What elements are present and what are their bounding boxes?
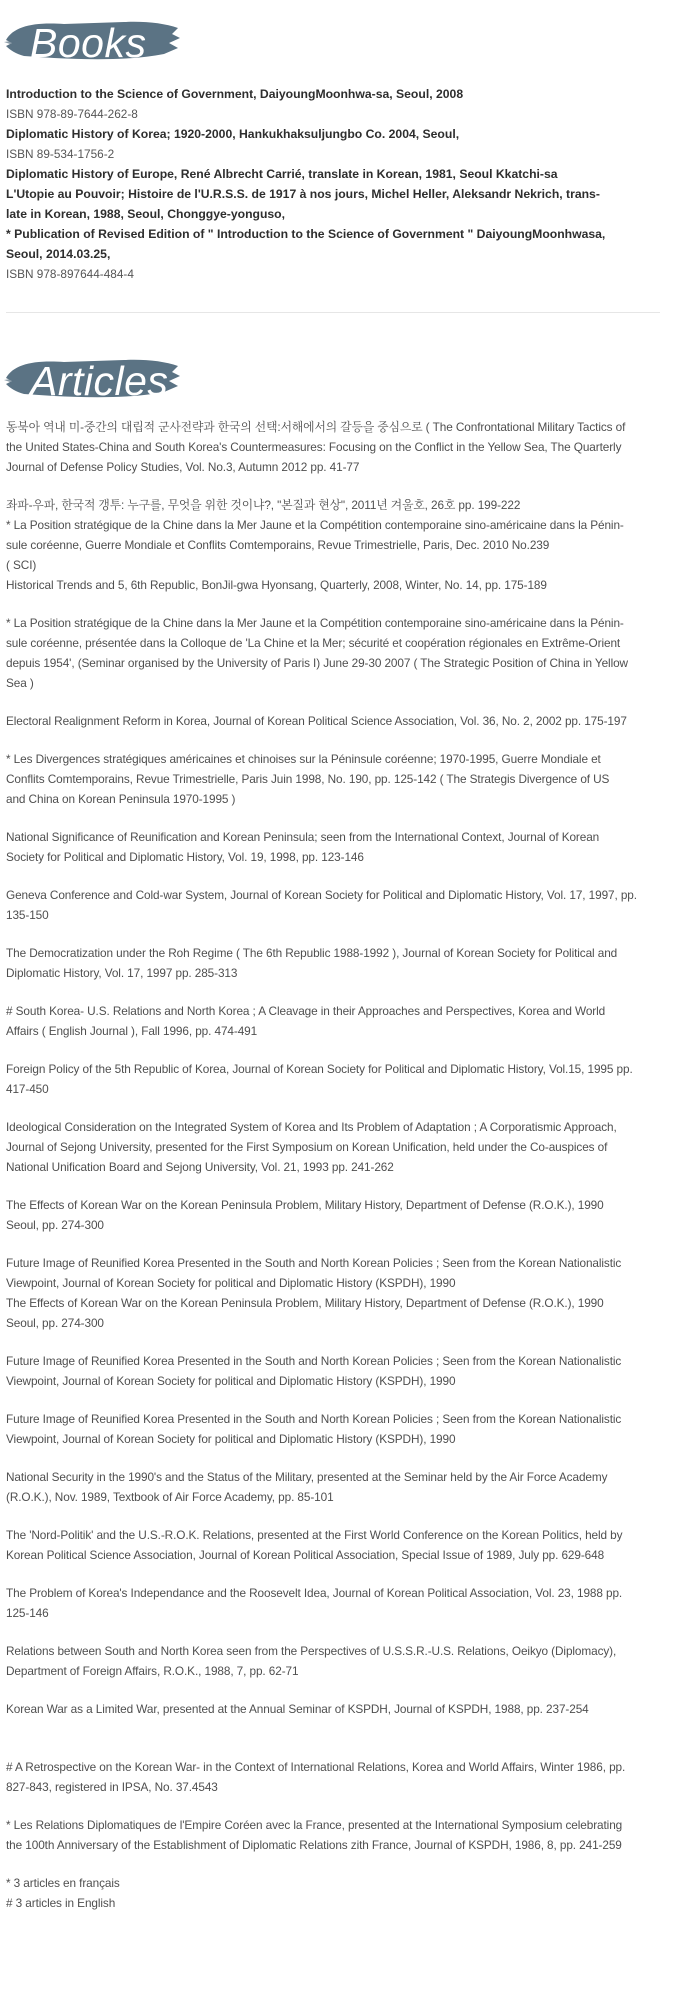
article-text-line: The 'Nord-Politik' and the U.S.-R.O.K. Relations, presented at the First World Conference on the Korean Politics, held by xyxy=(6,1528,623,1542)
article-text-line: National Unification Board and Sejong University, Vol. 21, 1993 pp. 241-262 xyxy=(6,1160,394,1174)
article-text-line: Foreign Policy of the 5th Republic of Korea, Journal of Korean Society for Political and Diplomatic History, Vol.15, 1995 pp. xyxy=(6,1062,633,1076)
article-text-line: 125-146 xyxy=(6,1606,49,1620)
article-entry xyxy=(6,1815,674,1855)
article-entry xyxy=(6,515,674,595)
article-entry xyxy=(6,1641,674,1681)
book-isbn: ISBN 978-89-7644-262-8 xyxy=(6,107,138,121)
article-text-line: National Security in the 1990's and the Status of the Military, presented at the Seminar held by the Air Force Academy xyxy=(6,1470,608,1484)
article-text-line: Korean Political Science Association, Journal of Korean Political Association, Special Issue of 1989, July pp. 629-648 xyxy=(6,1548,605,1562)
article-entry xyxy=(6,943,674,983)
article-entry xyxy=(6,711,674,731)
article-entry xyxy=(6,495,674,515)
article-entry xyxy=(6,1699,674,1719)
article-entry xyxy=(6,1001,674,1041)
article-entry xyxy=(6,613,674,693)
book-title-line: Introduction to the Science of Government, DaiyoungMoonhwa-sa, Seoul, 2008 xyxy=(6,87,464,101)
article-text-line: depuis 1954', (Seminar organised by the University of Paris I) June 29-30 2007 ( The Strategic Position of China in Yellow xyxy=(6,656,628,670)
article-text-line: * Les Divergences stratégiques américaines et chinoises sur la Péninsule coréenne; 1970-1995, Guerre Mondiale et xyxy=(6,752,601,766)
book-title-line: Diplomatic History of Korea; 1920-2000, Hankukhaksuljungbo Co. 2004, Seoul, xyxy=(6,127,460,141)
books-list xyxy=(6,84,656,284)
article-text-line: (R.O.K.), Nov. 1989, Textbook of Air Force Academy, pp. 85-101 xyxy=(6,1490,334,1504)
articles-banner xyxy=(4,354,182,406)
article-text-line: Seoul, pp. 274-300 xyxy=(6,1218,104,1232)
article-text-line: Diplomatic History, Vol. 17, 1997 pp. 285-313 xyxy=(6,966,238,980)
article-text-line: Society for Political and Diplomatic History, Vol. 19, 1998, pp. 123-146 xyxy=(6,850,364,864)
article-text-line: The Effects of Korean War on the Korean Peninsula Problem, Military History, Department of Defense (R.O.K.), 1990 xyxy=(6,1198,604,1212)
article-text-line: 417-450 xyxy=(6,1082,49,1096)
article-text-line: Department of Foreign Affairs, R.O.K., 1988, 7, pp. 62-71 xyxy=(6,1664,299,1678)
article-text-line: Viewpoint, Journal of Korean Society for political and Diplomatic History (KSPDH), 1990 xyxy=(6,1432,456,1446)
book-isbn: ISBN 89-534-1756-2 xyxy=(6,147,115,161)
article-text-line: 좌파-우파, 한국적 갱투: 누구를, 무엇을 위한 것이냐?, "본질과 현상", 2011년 겨울호, 26호 pp. 199-222 xyxy=(6,498,521,512)
article-text-line: Seoul, pp. 274-300 xyxy=(6,1316,104,1330)
article-text-line: Ideological Consideration on the Integrated System of Korea and Its Problem of Adaptation ; A Corporatismic Approach, xyxy=(6,1120,617,1134)
article-entry xyxy=(6,1525,674,1565)
article-text-line: Geneva Conference and Cold-war System, Journal of Korean Society for Political and Diplomatic History, Vol. 17, 1997, pp. xyxy=(6,888,637,902)
article-text-line: Future Image of Reunified Korea Presented in the South and North Korean Policies ; Seen from the Korean Nationalistic xyxy=(6,1354,622,1368)
section-divider xyxy=(6,312,660,313)
article-text-line: the 100th Anniversary of the Establishment of Diplomatic Relations zith France, Journal of KSPDH, 1986, 8, pp. 241-259 xyxy=(6,1838,622,1852)
article-entry xyxy=(6,749,674,809)
article-text-line: Future Image of Reunified Korea Presented in the South and North Korean Policies ; Seen from the Korean Nationalistic xyxy=(6,1412,622,1426)
book-title-line: * Publication of Revised Edition of " Introduction to the Science of Government " DaiyoungMoonhwasa, xyxy=(6,227,606,241)
article-text-line: * Les Relations Diplomatiques de l'Empire Coréen avec la France, presented at the International Symposium celebrating xyxy=(6,1818,623,1832)
article-text-line: Electoral Realignment Reform in Korea, Journal of Korean Political Science Association, Vol. 36, No. 2, 2002 pp. 175-197 xyxy=(6,714,627,728)
article-entry xyxy=(6,417,674,477)
article-entry xyxy=(6,1059,674,1099)
book-title-line: L'Utopie au Pouvoir; Histoire de l'U.R.S.S. de 1917 à nos jours, Michel Heller, Aleksandr Nekrich, trans- xyxy=(6,187,600,201)
article-text-line: 827-843, registered in IPSA, No. 37.4543 xyxy=(6,1780,218,1794)
article-text-line: The Problem of Korea's Independance and the Roosevelt Idea, Journal of Korean Political Association, Vol. 23, 1988 pp. xyxy=(6,1586,623,1600)
book-title-line: Seoul, 2014.03.25, xyxy=(6,247,111,261)
article-text-line: Historical Trends and 5, 6th Republic, BonJil-gwa Hyonsang, Quarterly, 2008, Winter, No. 14, pp. 175-189 xyxy=(6,578,547,592)
article-text-line: The Effects of Korean War on the Korean Peninsula Problem, Military History, Department of Defense (R.O.K.), 1990 xyxy=(6,1296,604,1310)
article-entry xyxy=(6,1351,674,1391)
article-text-line: # A Retrospective on the Korean War- in the Context of International Relations, Korea and World Affairs, Winter 1986, pp. xyxy=(6,1760,626,1774)
article-text-line: Viewpoint, Journal of Korean Society for political and Diplomatic History (KSPDH), 1990 xyxy=(6,1276,456,1290)
article-text-line: 135-150 xyxy=(6,908,49,922)
article-text-line: * La Position stratégique de la Chine dans la Mer Jaune et la Compétition contemporaine sino-américaine dans la Pénin- xyxy=(6,616,624,630)
books-heading: Books xyxy=(30,20,147,66)
book-title-line: late in Korean, 1988, Seoul, Chonggye-yonguso, xyxy=(6,207,286,221)
article-text-line: # South Korea- U.S. Relations and North Korea ; A Cleavage in their Approaches and Perspectives, Korea and World xyxy=(6,1004,606,1018)
article-entry xyxy=(6,1117,674,1177)
article-text-line: Korean War as a Limited War, presented at the Annual Seminar of KSPDH, Journal of KSPDH, 1988, pp. 237-254 xyxy=(6,1702,589,1716)
article-text-line: Journal of Defense Policy Studies, Vol. No.3, Autumn 2012 pp. 41-77 xyxy=(6,460,360,474)
articles-list xyxy=(6,417,674,1919)
article-text-line: Relations between South and North Korea seen from the Perspectives of U.S.S.R.-U.S. Relations, Oeikyo (Diplomacy), xyxy=(6,1644,617,1658)
article-entry xyxy=(6,885,674,925)
article-entry xyxy=(6,1195,674,1235)
article-text-line: * 3 articles en français xyxy=(6,1876,120,1890)
article-text-line: Conflits Comtemporains, Revue Trimestrielle, Paris Juin 1998, No. 190, pp. 125-142 ( The Strategis Divergence of US xyxy=(6,772,610,786)
article-text-line: sule coréenne, Guerre Mondiale et Conflits Comtemporains, Revue Trimestrielle, Paris, Dec. 2010 No.239 xyxy=(6,538,550,552)
article-entry xyxy=(6,1583,674,1623)
article-text-line: sule coréenne, présentée dans la Colloque de 'La Chine et la Mer; sécurité et coopération régionales en Extrême-Orient xyxy=(6,636,621,650)
book-isbn: ISBN 978-897644-484-4 xyxy=(6,267,134,281)
article-text-line: Viewpoint, Journal of Korean Society for political and Diplomatic History (KSPDH), 1990 xyxy=(6,1374,456,1388)
book-title-line: Diplomatic History of Europe, René Albrecht Carrié, translate in Korean, 1981, Seoul Kkatchi-sa xyxy=(6,167,558,181)
article-text-line: National Significance of Reunification and Korean Peninsula; seen from the International Context, Journal of Korean xyxy=(6,830,600,844)
books-banner xyxy=(4,16,182,68)
article-text-line: Sea ) xyxy=(6,676,34,690)
article-text-line: the United States-China and South Korea's Countermeasures: Focusing on the Conflict in the Yellow Sea, The Quarterly xyxy=(6,440,622,454)
article-text-line: 동북아 역내 미-중간의 대립적 군사전략과 한국의 선택:서해에서의 갈등을 중심으로 ( The Confrontational Military Tactics of xyxy=(6,420,626,434)
article-text-line: Affairs ( English Journal ), Fall 1996, pp. 474-491 xyxy=(6,1024,258,1038)
article-text-line: * La Position stratégique de la Chine dans la Mer Jaune et la Compétition contemporaine sino-américaine dans la Pénin- xyxy=(6,518,624,532)
article-entry xyxy=(6,827,674,867)
article-entry xyxy=(6,1873,674,1913)
article-entry xyxy=(6,1467,674,1507)
article-text-line: and China on Korean Peninsula 1970-1995 ) xyxy=(6,792,236,806)
article-entry xyxy=(6,1253,674,1333)
article-text-line: Future Image of Reunified Korea Presented in the South and North Korean Policies ; Seen from the Korean Nationalistic xyxy=(6,1256,622,1270)
article-text-line: # 3 articles in English xyxy=(6,1896,116,1910)
article-text-line: The Democratization under the Roh Regime ( The 6th Republic 1988-1992 ), Journal of Korean Society for Political and xyxy=(6,946,618,960)
article-entry xyxy=(6,1757,674,1797)
articles-heading: Articles xyxy=(30,358,169,404)
article-entry xyxy=(6,1409,674,1449)
article-text-line: Journal of Sejong University, presented for the First Symposium on Korean Unification, held under the Co-auspices of xyxy=(6,1140,608,1154)
article-text-line: ( SCI) xyxy=(6,558,37,572)
